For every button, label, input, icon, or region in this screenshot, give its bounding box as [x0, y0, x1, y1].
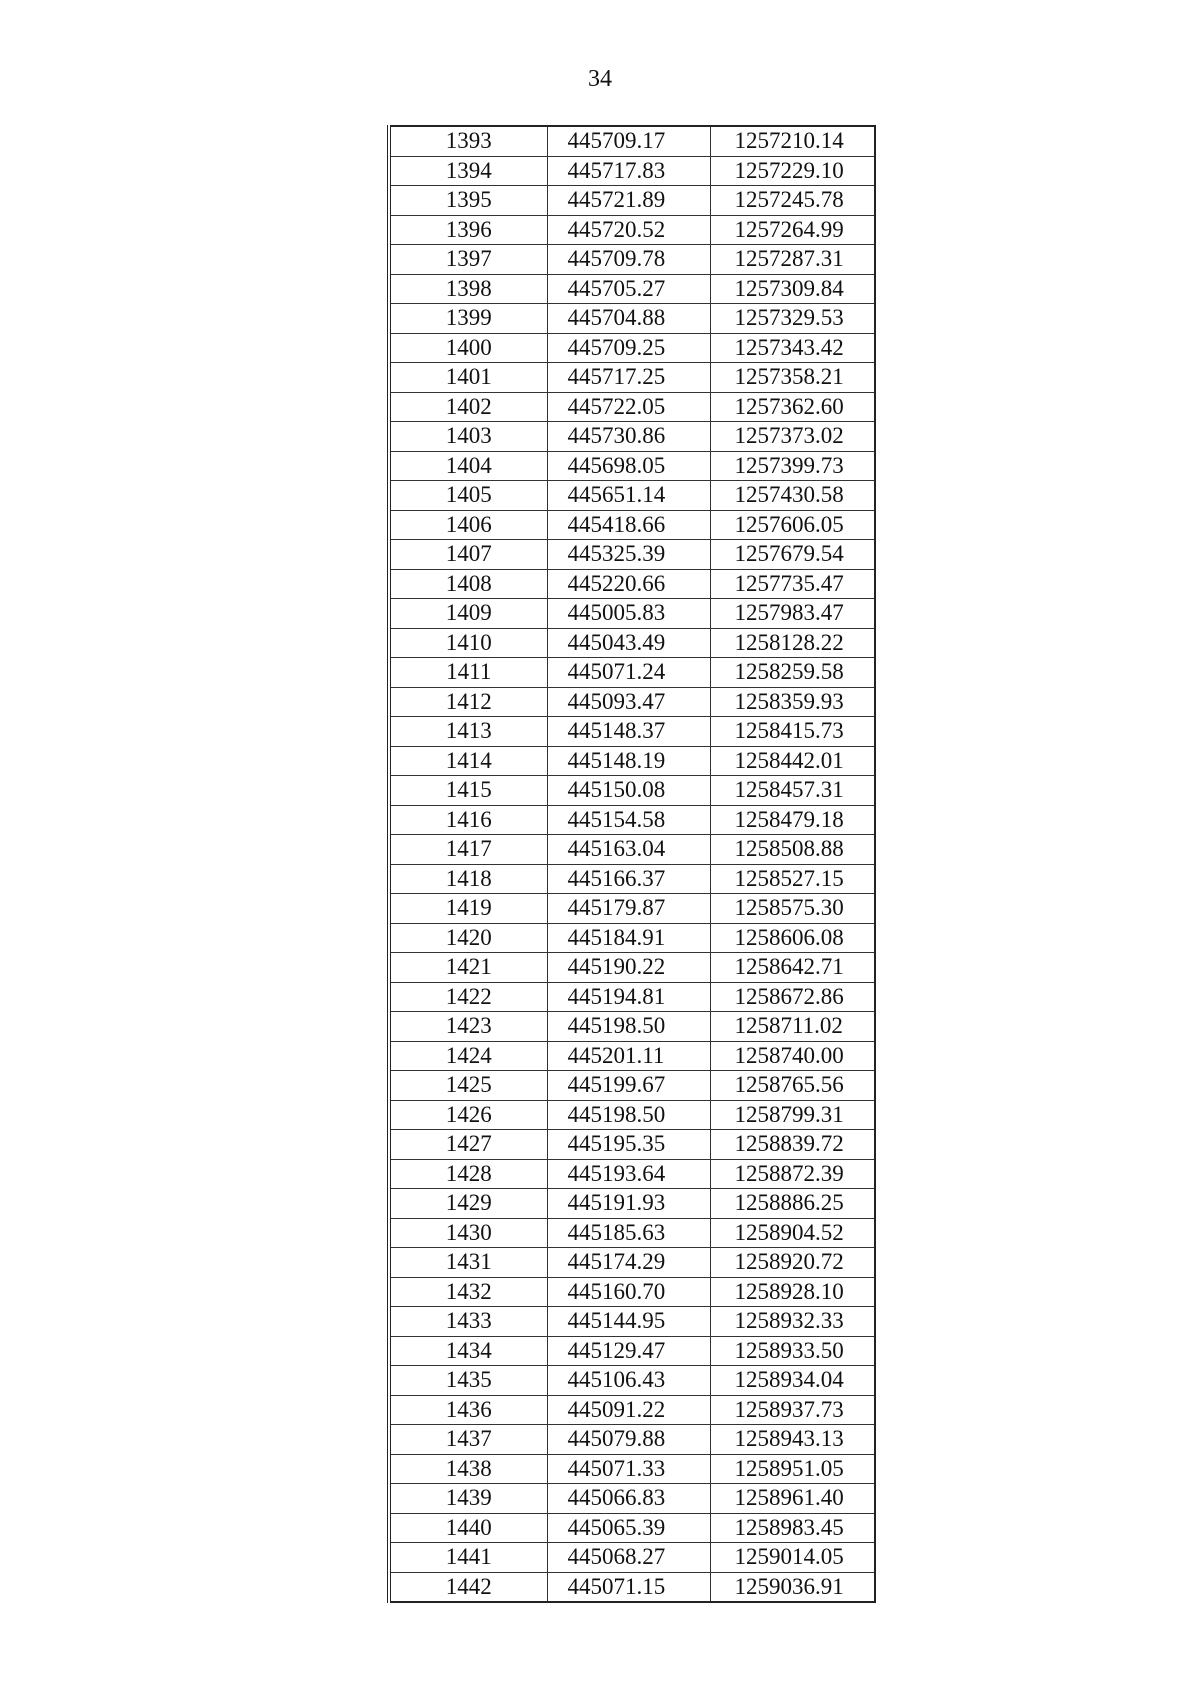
y-coordinate-cell: 1258920.72 [710, 1248, 875, 1278]
table-row [389, 1277, 875, 1307]
table-row [389, 687, 875, 717]
x-coordinate-cell: 445071.15 [547, 1572, 710, 1602]
table-row [389, 599, 875, 629]
x-coordinate-cell: 445721.89 [547, 186, 710, 216]
coordinates-table-body [389, 126, 875, 1602]
y-coordinate-cell: 1257210.14 [710, 126, 875, 156]
y-coordinate-cell: 1258527.15 [710, 864, 875, 894]
table-row [389, 363, 875, 393]
x-coordinate-cell: 445179.87 [547, 894, 710, 924]
x-coordinate-cell: 445190.22 [547, 953, 710, 983]
x-coordinate-cell: 445106.43 [547, 1366, 710, 1396]
y-coordinate-cell: 1258508.88 [710, 835, 875, 865]
x-coordinate-cell: 445191.93 [547, 1189, 710, 1219]
table-row [389, 658, 875, 688]
point-number-cell: 1405 [389, 481, 547, 511]
x-coordinate-cell: 445722.05 [547, 392, 710, 422]
y-coordinate-cell: 1257679.54 [710, 540, 875, 570]
y-coordinate-cell: 1258442.01 [710, 746, 875, 776]
x-coordinate-cell: 445043.49 [547, 628, 710, 658]
table-row [389, 1513, 875, 1543]
point-number-cell: 1414 [389, 746, 547, 776]
point-number-cell: 1393 [389, 126, 547, 156]
y-coordinate-cell: 1258904.52 [710, 1218, 875, 1248]
x-coordinate-cell: 445651.14 [547, 481, 710, 511]
point-number-cell: 1400 [389, 333, 547, 363]
page-number: 34 [588, 66, 612, 92]
point-number-cell: 1433 [389, 1307, 547, 1337]
y-coordinate-cell: 1259036.91 [710, 1572, 875, 1602]
x-coordinate-cell: 445195.35 [547, 1130, 710, 1160]
y-coordinate-cell: 1258457.31 [710, 776, 875, 806]
x-coordinate-cell: 445150.08 [547, 776, 710, 806]
x-coordinate-cell: 445093.47 [547, 687, 710, 717]
y-coordinate-cell: 1257735.47 [710, 569, 875, 599]
x-coordinate-cell: 445198.50 [547, 1100, 710, 1130]
x-coordinate-cell: 445194.81 [547, 982, 710, 1012]
y-coordinate-cell: 1258886.25 [710, 1189, 875, 1219]
point-number-cell: 1434 [389, 1336, 547, 1366]
table-row [389, 923, 875, 953]
y-coordinate-cell: 1257358.21 [710, 363, 875, 393]
point-number-cell: 1398 [389, 274, 547, 304]
point-number-cell: 1409 [389, 599, 547, 629]
table-row [389, 1159, 875, 1189]
x-coordinate-cell: 445091.22 [547, 1395, 710, 1425]
y-coordinate-cell: 1257229.10 [710, 156, 875, 186]
point-number-cell: 1412 [389, 687, 547, 717]
x-coordinate-cell: 445709.78 [547, 245, 710, 275]
point-number-cell: 1399 [389, 304, 547, 334]
table-row [389, 1336, 875, 1366]
table-row [389, 510, 875, 540]
y-coordinate-cell: 1258937.73 [710, 1395, 875, 1425]
point-number-cell: 1404 [389, 451, 547, 481]
point-number-cell: 1395 [389, 186, 547, 216]
x-coordinate-cell: 445160.70 [547, 1277, 710, 1307]
y-coordinate-cell: 1257373.02 [710, 422, 875, 452]
y-coordinate-cell: 1258943.13 [710, 1425, 875, 1455]
table-row [389, 1041, 875, 1071]
point-number-cell: 1436 [389, 1395, 547, 1425]
x-coordinate-cell: 445418.66 [547, 510, 710, 540]
point-number-cell: 1442 [389, 1572, 547, 1602]
y-coordinate-cell: 1257430.58 [710, 481, 875, 511]
y-coordinate-cell: 1257606.05 [710, 510, 875, 540]
table-row [389, 186, 875, 216]
table-row [389, 894, 875, 924]
y-coordinate-cell: 1257343.42 [710, 333, 875, 363]
table-row [389, 746, 875, 776]
point-number-cell: 1415 [389, 776, 547, 806]
point-number-cell: 1439 [389, 1484, 547, 1514]
x-coordinate-cell: 445705.27 [547, 274, 710, 304]
x-coordinate-cell: 445154.58 [547, 805, 710, 835]
point-number-cell: 1440 [389, 1513, 547, 1543]
y-coordinate-cell: 1259014.05 [710, 1543, 875, 1573]
table-row [389, 776, 875, 806]
x-coordinate-cell: 445066.83 [547, 1484, 710, 1514]
y-coordinate-cell: 1257264.99 [710, 215, 875, 245]
table-row [389, 1366, 875, 1396]
table-row [389, 1484, 875, 1514]
y-coordinate-cell: 1257309.84 [710, 274, 875, 304]
point-number-cell: 1437 [389, 1425, 547, 1455]
table-row [389, 274, 875, 304]
table-row [389, 1543, 875, 1573]
table-row [389, 953, 875, 983]
table-row [389, 864, 875, 894]
point-number-cell: 1394 [389, 156, 547, 186]
x-coordinate-cell: 445163.04 [547, 835, 710, 865]
x-coordinate-cell: 445174.29 [547, 1248, 710, 1278]
table-row [389, 215, 875, 245]
x-coordinate-cell: 445148.19 [547, 746, 710, 776]
point-number-cell: 1406 [389, 510, 547, 540]
table-row [389, 835, 875, 865]
x-coordinate-cell: 445148.37 [547, 717, 710, 747]
y-coordinate-cell: 1258799.31 [710, 1100, 875, 1130]
y-coordinate-cell: 1258872.39 [710, 1159, 875, 1189]
point-number-cell: 1401 [389, 363, 547, 393]
table-row [389, 126, 875, 156]
point-number-cell: 1427 [389, 1130, 547, 1160]
y-coordinate-cell: 1257983.47 [710, 599, 875, 629]
x-coordinate-cell: 445704.88 [547, 304, 710, 334]
point-number-cell: 1420 [389, 923, 547, 953]
y-coordinate-cell: 1257245.78 [710, 186, 875, 216]
table-row [389, 1572, 875, 1602]
point-number-cell: 1422 [389, 982, 547, 1012]
table-row [389, 422, 875, 452]
point-number-cell: 1441 [389, 1543, 547, 1573]
table-row [389, 392, 875, 422]
x-coordinate-cell: 445185.63 [547, 1218, 710, 1248]
y-coordinate-cell: 1257399.73 [710, 451, 875, 481]
x-coordinate-cell: 445065.39 [547, 1513, 710, 1543]
point-number-cell: 1419 [389, 894, 547, 924]
table-row [389, 628, 875, 658]
x-coordinate-cell: 445717.25 [547, 363, 710, 393]
point-number-cell: 1417 [389, 835, 547, 865]
table-row [389, 304, 875, 334]
x-coordinate-cell: 445068.27 [547, 1543, 710, 1573]
y-coordinate-cell: 1258932.33 [710, 1307, 875, 1337]
coordinates-table [387, 125, 876, 1603]
y-coordinate-cell: 1258765.56 [710, 1071, 875, 1101]
table-row [389, 569, 875, 599]
table-row [389, 451, 875, 481]
point-number-cell: 1397 [389, 245, 547, 275]
y-coordinate-cell: 1258479.18 [710, 805, 875, 835]
y-coordinate-cell: 1258983.45 [710, 1513, 875, 1543]
point-number-cell: 1435 [389, 1366, 547, 1396]
x-coordinate-cell: 445201.11 [547, 1041, 710, 1071]
y-coordinate-cell: 1258259.58 [710, 658, 875, 688]
point-number-cell: 1403 [389, 422, 547, 452]
y-coordinate-cell: 1258642.71 [710, 953, 875, 983]
y-coordinate-cell: 1258359.93 [710, 687, 875, 717]
table-row [389, 540, 875, 570]
point-number-cell: 1424 [389, 1041, 547, 1071]
point-number-cell: 1425 [389, 1071, 547, 1101]
point-number-cell: 1428 [389, 1159, 547, 1189]
x-coordinate-cell: 445184.91 [547, 923, 710, 953]
point-number-cell: 1438 [389, 1454, 547, 1484]
table-row [389, 1395, 875, 1425]
table-row [389, 1130, 875, 1160]
table-row [389, 333, 875, 363]
y-coordinate-cell: 1258839.72 [710, 1130, 875, 1160]
point-number-cell: 1429 [389, 1189, 547, 1219]
y-coordinate-cell: 1258951.05 [710, 1454, 875, 1484]
point-number-cell: 1432 [389, 1277, 547, 1307]
point-number-cell: 1411 [389, 658, 547, 688]
table-row [389, 1454, 875, 1484]
table-row [389, 1425, 875, 1455]
point-number-cell: 1396 [389, 215, 547, 245]
table-row [389, 1218, 875, 1248]
x-coordinate-cell: 445071.24 [547, 658, 710, 688]
x-coordinate-cell: 445079.88 [547, 1425, 710, 1455]
x-coordinate-cell: 445005.83 [547, 599, 710, 629]
table-row [389, 481, 875, 511]
table-row [389, 982, 875, 1012]
point-number-cell: 1423 [389, 1012, 547, 1042]
y-coordinate-cell: 1258575.30 [710, 894, 875, 924]
x-coordinate-cell: 445199.67 [547, 1071, 710, 1101]
y-coordinate-cell: 1258934.04 [710, 1366, 875, 1396]
x-coordinate-cell: 445709.17 [547, 126, 710, 156]
y-coordinate-cell: 1258740.00 [710, 1041, 875, 1071]
table-row [389, 1248, 875, 1278]
y-coordinate-cell: 1258415.73 [710, 717, 875, 747]
x-coordinate-cell: 445198.50 [547, 1012, 710, 1042]
x-coordinate-cell: 445709.25 [547, 333, 710, 363]
y-coordinate-cell: 1258961.40 [710, 1484, 875, 1514]
point-number-cell: 1431 [389, 1248, 547, 1278]
y-coordinate-cell: 1257329.53 [710, 304, 875, 334]
x-coordinate-cell: 445730.86 [547, 422, 710, 452]
table-row [389, 805, 875, 835]
x-coordinate-cell: 445193.64 [547, 1159, 710, 1189]
point-number-cell: 1407 [389, 540, 547, 570]
x-coordinate-cell: 445698.05 [547, 451, 710, 481]
point-number-cell: 1430 [389, 1218, 547, 1248]
y-coordinate-cell: 1258606.08 [710, 923, 875, 953]
table-row [389, 156, 875, 186]
x-coordinate-cell: 445720.52 [547, 215, 710, 245]
y-coordinate-cell: 1257362.60 [710, 392, 875, 422]
x-coordinate-cell: 445071.33 [547, 1454, 710, 1484]
table-row [389, 1071, 875, 1101]
point-number-cell: 1413 [389, 717, 547, 747]
table-row [389, 717, 875, 747]
y-coordinate-cell: 1258933.50 [710, 1336, 875, 1366]
x-coordinate-cell: 445129.47 [547, 1336, 710, 1366]
x-coordinate-cell: 445144.95 [547, 1307, 710, 1337]
x-coordinate-cell: 445166.37 [547, 864, 710, 894]
y-coordinate-cell: 1258128.22 [710, 628, 875, 658]
x-coordinate-cell: 445220.66 [547, 569, 710, 599]
point-number-cell: 1410 [389, 628, 547, 658]
table-row [389, 245, 875, 275]
table-row [389, 1012, 875, 1042]
table-row [389, 1189, 875, 1219]
point-number-cell: 1418 [389, 864, 547, 894]
point-number-cell: 1408 [389, 569, 547, 599]
y-coordinate-cell: 1257287.31 [710, 245, 875, 275]
point-number-cell: 1426 [389, 1100, 547, 1130]
point-number-cell: 1402 [389, 392, 547, 422]
y-coordinate-cell: 1258928.10 [710, 1277, 875, 1307]
point-number-cell: 1421 [389, 953, 547, 983]
y-coordinate-cell: 1258711.02 [710, 1012, 875, 1042]
x-coordinate-cell: 445717.83 [547, 156, 710, 186]
table-row [389, 1307, 875, 1337]
y-coordinate-cell: 1258672.86 [710, 982, 875, 1012]
x-coordinate-cell: 445325.39 [547, 540, 710, 570]
table-row [389, 1100, 875, 1130]
point-number-cell: 1416 [389, 805, 547, 835]
